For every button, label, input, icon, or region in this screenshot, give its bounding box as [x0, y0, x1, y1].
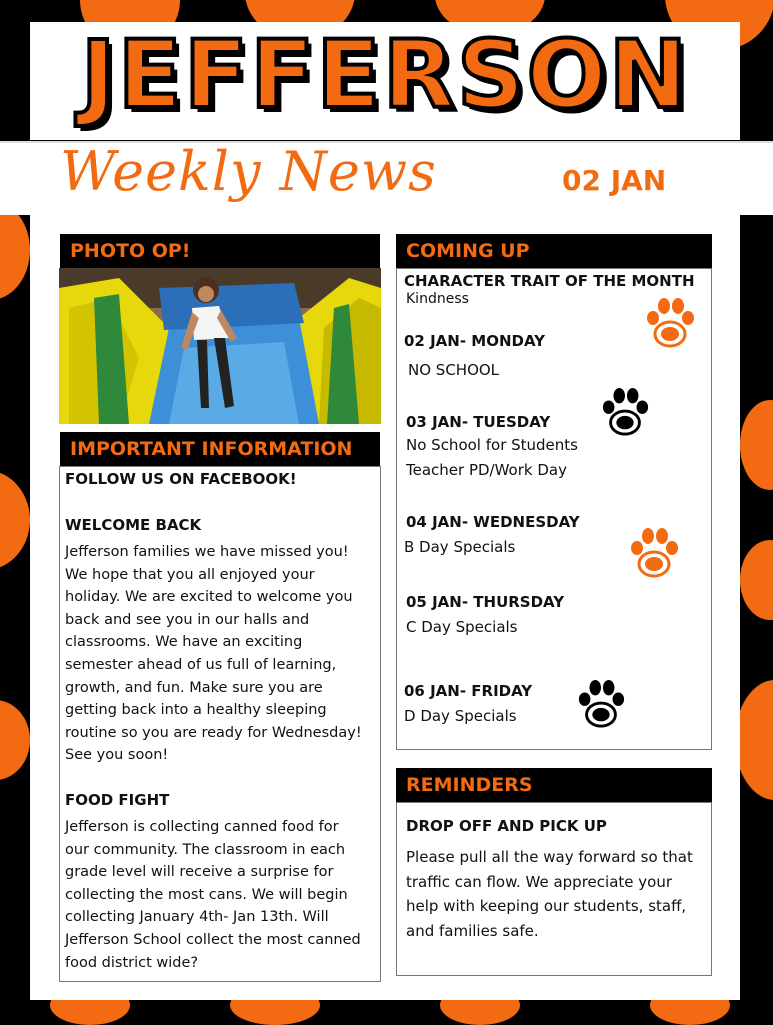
- reminders-heading: REMINDERS: [396, 768, 712, 802]
- reminder-text: Please pull all the way forward so that traffic can flow. We appreciate your help with keeping our students, staff, and families safe.: [406, 848, 693, 940]
- paw-print-icon: [600, 386, 650, 438]
- day-title: 04 JAN- WEDNESDAY: [406, 513, 580, 531]
- day-detail: B Day Specials: [404, 538, 516, 556]
- food-fight-text: Jefferson is collecting canned food for our community. The classroom in each grade level will receive a surprise for collecting the most cans. We will begin collecting January 4th- Jan 13th. Will Jefferson School collect the most canned food district wide?: [65, 819, 361, 971]
- paw-print-icon: [576, 678, 626, 730]
- background-dot: [740, 400, 773, 490]
- day-detail: D Day Specials: [404, 707, 517, 725]
- day-title: 06 JAN- FRIDAY: [404, 682, 533, 700]
- paw-print-icon: [628, 526, 680, 580]
- trait-title: CHARACTER TRAIT OF THE MONTH: [404, 272, 695, 290]
- background-dot: [0, 700, 30, 780]
- day-detail: C Day Specials: [406, 618, 518, 636]
- trait-value: Kindness: [406, 291, 469, 307]
- day-detail: NO SCHOOL: [408, 361, 500, 379]
- important-info-heading: IMPORTANT INFORMATION: [60, 432, 380, 466]
- background-dot: [0, 200, 30, 300]
- day-title: 05 JAN- THURSDAY: [406, 593, 565, 611]
- facebook-notice: FOLLOW US ON FACEBOOK!: [65, 470, 297, 488]
- welcome-back-text: Jefferson families we have missed you! We hope that you all enjoyed your holiday. We are excited to welcome you back and see you in our halls and classrooms. We have an exciting semester ahead of us full of learning, growth, and fun. Make sure you are getting back into a healthy sleeping routine so you are ready for Wednesday! See you soon!: [65, 544, 362, 764]
- food-fight-title: FOOD FIGHT: [65, 791, 170, 809]
- photo-op-image: [59, 268, 381, 424]
- newsletter-subtitle: Weekly News: [60, 140, 437, 203]
- day-title: 03 JAN- TUESDAY: [406, 413, 551, 431]
- reminder-title: DROP OFF AND PICK UP: [406, 817, 607, 835]
- coming-up-heading: COMING UP: [396, 234, 712, 268]
- welcome-back-title: WELCOME BACK: [65, 516, 202, 534]
- issue-date: 02 JAN: [562, 164, 667, 197]
- day-detail: No School for Students: [406, 436, 578, 454]
- paw-print-icon: [644, 296, 696, 350]
- background-dot: [740, 540, 773, 620]
- day-title: 02 JAN- MONDAY: [404, 332, 546, 350]
- day-detail: Teacher PD/Work Day: [406, 461, 567, 479]
- photo-op-heading: PHOTO OP!: [60, 234, 380, 268]
- background-dot: [735, 680, 773, 800]
- background-dot: [0, 470, 30, 570]
- newsletter-title: JEFFERSON: [80, 21, 690, 130]
